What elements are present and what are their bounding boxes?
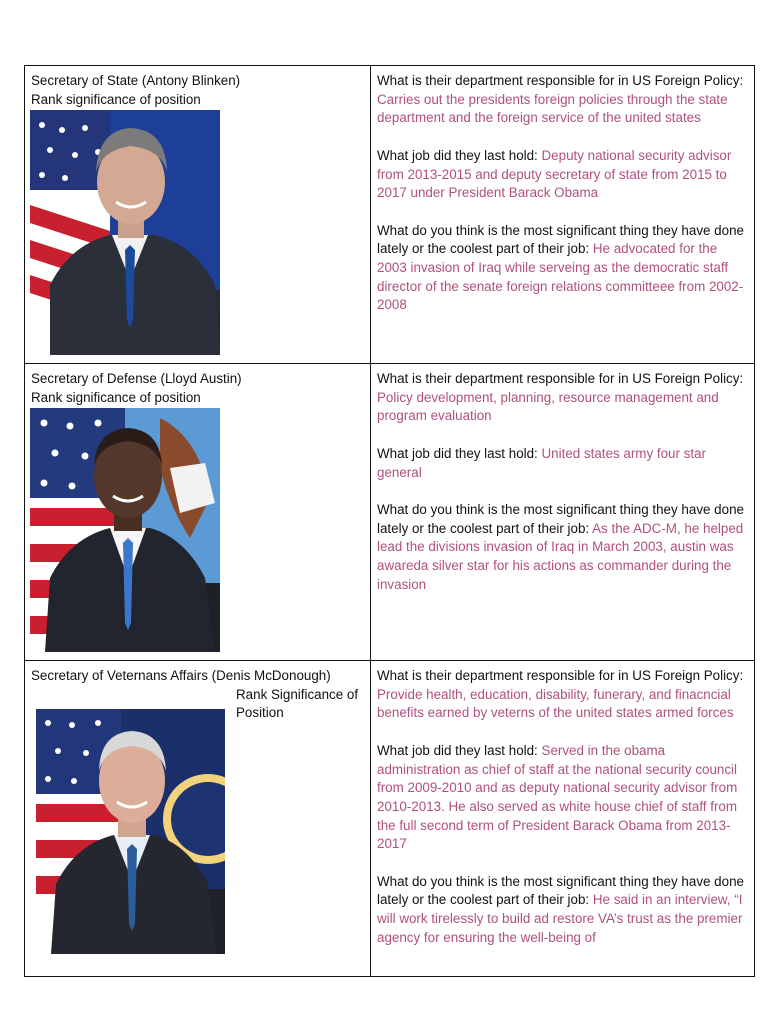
significant-thing-question: What do you think is the most significant thing they have done lately or the coolest part of their job: He advocated for the 2003 invasion of Iraq while serveing as the democratic staff director of the senate foreign relations committeee from 2002-2008	[377, 222, 744, 313]
significant-thing-question: What do you think is the most significant thing they have done lately or the coolest part of their job: He said in an interview, “I will work tirelessly to build ad restore VA’s trust as the premier agency for ensuring the well-being of	[377, 873, 744, 945]
details-cell	[371, 66, 754, 363]
department-answer: Policy development, planning, resource management and program evaluation	[377, 389, 719, 424]
department-question: What is their department responsible for in US Foreign Policy: Policy development, planning, resource management and program evaluation	[377, 371, 744, 424]
details-cell	[371, 364, 754, 660]
table-row-austin	[25, 364, 754, 661]
department-answer: Provide health, education, disability, funerary, and finacncial benefits earned by veterns of the united states armed forces	[377, 686, 734, 721]
official-name: Secretary of Veternans Affairs (Denis McDonough)	[31, 668, 331, 683]
portrait-photo	[30, 408, 220, 652]
portrait-photo	[36, 709, 225, 954]
department-question: What is their department responsible for in US Foreign Policy: Provide health, education, disability, funerary, and finacncial benefits earned by veterns of the united states armed forces	[377, 668, 744, 721]
significant-thing-answer: As the ADC-M, he helped lead the divisions invasion of Iraq in March 2003, austin was awareda silver star for his actions as commander during the invasion	[377, 520, 744, 592]
last-job-answer: Deputy national security advisor from 2013-2015 and deputy secretary of state from 2015 to 2017 under President Barack Obama	[377, 147, 732, 201]
last-job-question: What job did they last hold: Served in the obama administration as chief of staff at the national security council from 2009-2010 and as deputy national security advisor from 2010-2013. He also served as white house chief of staff from the full second term of President Barack Obama from 2013-2017	[377, 742, 738, 852]
official-name: Secretary of Defense (Lloyd Austin)	[31, 371, 242, 386]
last-job-answer: United states army four star general	[377, 445, 706, 480]
significant-thing-answer: He advocated for the 2003 invasion of Iraq while serveing as the democratic staff director of the senate foreign relations committeee from 2002-2008	[377, 241, 744, 313]
profile-cell	[25, 364, 371, 660]
rank-label: Rank Significance of Position	[236, 686, 359, 721]
profile-cell	[25, 66, 371, 363]
rank-label: Rank significance of position	[31, 389, 201, 405]
table-row-mcdonough	[25, 661, 754, 976]
rank-label: Rank significance of position	[31, 91, 201, 107]
profile-cell	[25, 661, 371, 976]
portrait-photo	[30, 110, 220, 355]
significant-thing-answer: He said in an interview, “I will work tirelessly to build ad restore VA’s trust as the premier agency for ensuring the well-being of	[377, 892, 743, 945]
info-table	[24, 65, 755, 977]
last-job-question: What job did they last hold: Deputy national security advisor from 2013-2015 and deputy secretary of state from 2015 to 2017 under President Barack Obama	[377, 147, 732, 201]
details-cell	[371, 661, 754, 976]
table-row-blinken	[25, 66, 754, 364]
last-job-answer: Served in the obama administration as chief of staff at the national security council from 2009-2010 and as deputy national security advisor from 2010-2013. He also served as white house chief of staff from the full second term of President Barack Obama from 2013-2017	[377, 742, 738, 852]
last-job-question: What job did they last hold: United states army four star general	[377, 445, 706, 480]
department-answer: Carries out the presidents foreign policies through the state department and the foreign service of the united states	[377, 91, 728, 126]
department-question: What is their department responsible for in US Foreign Policy: Carries out the presidents foreign policies through the state department and the foreign service of the united states	[377, 73, 744, 126]
official-name: Secretary of State (Antony Blinken)	[31, 73, 241, 88]
significant-thing-question: What do you think is the most significant thing they have done lately or the coolest part of their job: As the ADC-M, he helped lead the divisions invasion of Iraq in March 2003, austin was awareda silver star for his actions as commander during the invasion	[377, 501, 744, 592]
